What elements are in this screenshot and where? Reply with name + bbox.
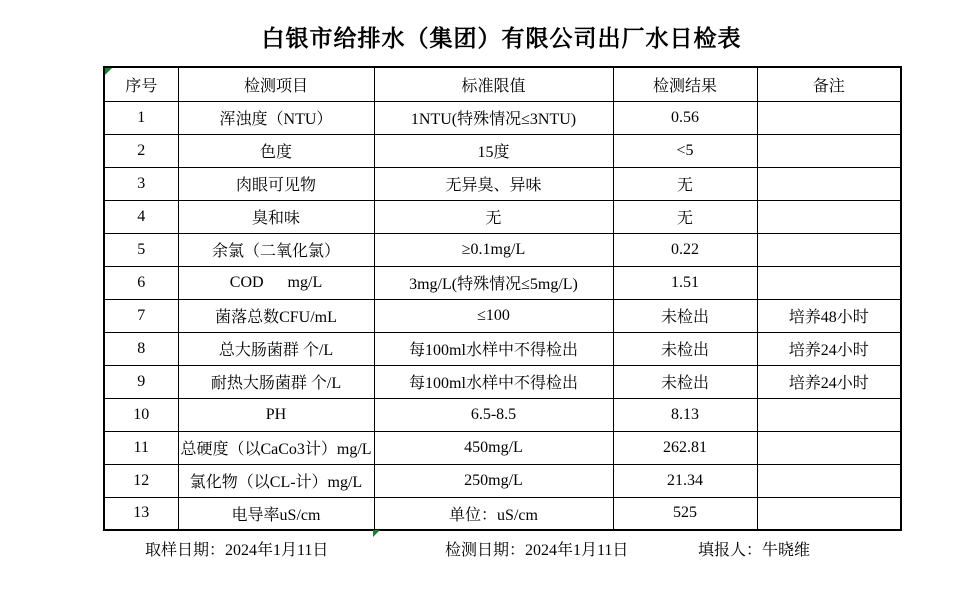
- row-number-cell: 11: [104, 431, 178, 464]
- table-row: [104, 233, 901, 266]
- table-row: [104, 332, 901, 365]
- item-cell: 电导率uS/cm: [178, 497, 374, 530]
- sampling-date-value: 2024年1月11日: [225, 542, 329, 559]
- table-row: [104, 365, 901, 398]
- table-row: [104, 167, 901, 200]
- standard-cell: 450mg/L: [374, 431, 613, 464]
- result-cell: 0.22: [613, 233, 757, 266]
- row-number-cell: 10: [104, 398, 178, 431]
- row-number-cell: 8: [104, 332, 178, 365]
- item-cell: 氯化物（以CL-计）mg/L: [178, 464, 374, 497]
- result-cell: 未检出: [613, 299, 757, 332]
- cell-corner-flag-icon: [373, 530, 380, 537]
- result-cell: 8.13: [613, 398, 757, 431]
- header-remark: 备注: [757, 67, 901, 101]
- page-title: 白银市给排水（集团）有限公司出厂水日检表: [261, 26, 742, 51]
- standard-cell: 单位：uS/cm: [374, 497, 613, 530]
- result-cell: 262.81: [613, 431, 757, 464]
- table-row: [104, 497, 901, 530]
- table-row: [104, 101, 901, 134]
- reporter: [698, 537, 810, 560]
- daily-inspection-table: [103, 66, 902, 531]
- remark-cell: [757, 200, 901, 233]
- sampling-date: [145, 537, 328, 560]
- remark-cell: 培养24小时: [757, 365, 901, 398]
- table-row: [104, 431, 901, 464]
- standard-cell: 每100ml水样中不得检出: [374, 332, 613, 365]
- remark-cell: [757, 233, 901, 266]
- remark-cell: [757, 431, 901, 464]
- header-test-result: 检测结果: [613, 67, 757, 101]
- item-cell: PH: [178, 398, 374, 431]
- standard-cell: 无: [374, 200, 613, 233]
- item-cell: 总硬度（以CaCo3计）mg/L: [178, 431, 374, 464]
- remark-cell: [757, 398, 901, 431]
- standard-cell: 6.5-8.5: [374, 398, 613, 431]
- result-cell: 未检出: [613, 365, 757, 398]
- testing-date: [445, 537, 628, 560]
- row-number-cell: 12: [104, 464, 178, 497]
- row-number-cell: 13: [104, 497, 178, 530]
- result-cell: 21.34: [613, 464, 757, 497]
- item-cell: 总大肠菌群 个/L: [178, 332, 374, 365]
- reporter-label: 填报人：: [698, 542, 763, 559]
- result-cell: 未检出: [613, 332, 757, 365]
- item-cell: 耐热大肠菌群 个/L: [178, 365, 374, 398]
- row-number-cell: 6: [104, 266, 178, 299]
- header-serial-number: 序号: [104, 67, 178, 101]
- cell-corner-flag-icon: [105, 68, 112, 75]
- table-row: [104, 299, 901, 332]
- standard-cell: 1NTU(特殊情况≤3NTU): [374, 101, 613, 134]
- result-cell: 525: [613, 497, 757, 530]
- remark-cell: [757, 167, 901, 200]
- result-cell: 无: [613, 167, 757, 200]
- row-number-cell: 2: [104, 134, 178, 167]
- row-number-cell: 1: [104, 101, 178, 134]
- standard-cell: 15度: [374, 134, 613, 167]
- item-cell: 肉眼可见物: [178, 167, 374, 200]
- remark-cell: [757, 464, 901, 497]
- row-number-cell: 4: [104, 200, 178, 233]
- table-row: [104, 398, 901, 431]
- item-cell: COD mg/L: [178, 266, 374, 299]
- testing-date-label: 检测日期：: [445, 542, 526, 559]
- standard-cell: 无异臭、异味: [374, 167, 613, 200]
- result-cell: <5: [613, 134, 757, 167]
- standard-cell: ≥0.1mg/L: [374, 233, 613, 266]
- result-cell: 0.56: [613, 101, 757, 134]
- row-number-cell: 9: [104, 365, 178, 398]
- row-number-cell: 5: [104, 233, 178, 266]
- item-cell: 色度: [178, 134, 374, 167]
- item-cell: 菌落总数CFU/mL: [178, 299, 374, 332]
- remark-cell: 培养48小时: [757, 299, 901, 332]
- row-number-cell: 3: [104, 167, 178, 200]
- remark-cell: [757, 266, 901, 299]
- table-row: [104, 200, 901, 233]
- table-header: [104, 67, 901, 101]
- standard-cell: ≤100: [374, 299, 613, 332]
- standard-cell: 250mg/L: [374, 464, 613, 497]
- table-row: [104, 266, 901, 299]
- row-number-cell: 7: [104, 299, 178, 332]
- table-row: [104, 134, 901, 167]
- header-standard-limit: 标准限值: [374, 67, 613, 101]
- item-cell: 臭和味: [178, 200, 374, 233]
- header-row: [104, 67, 901, 101]
- remark-cell: [757, 497, 901, 530]
- item-cell: 余氯（二氧化氯）: [178, 233, 374, 266]
- remark-cell: 培养24小时: [757, 332, 901, 365]
- standard-cell: 每100ml水样中不得检出: [374, 365, 613, 398]
- testing-date-value: 2024年1月11日: [525, 542, 629, 559]
- item-cell: 浑浊度（NTU）: [178, 101, 374, 134]
- table-row: [104, 464, 901, 497]
- result-cell: 无: [613, 200, 757, 233]
- remark-cell: [757, 134, 901, 167]
- reporter-value: 牛晓维: [762, 542, 811, 559]
- sampling-date-label: 取样日期：: [145, 542, 226, 559]
- result-cell: 1.51: [613, 266, 757, 299]
- standard-cell: 3mg/L(特殊情况≤5mg/L): [374, 266, 613, 299]
- table-body: [104, 101, 901, 530]
- remark-cell: [757, 101, 901, 134]
- header-test-item: 检测项目: [178, 67, 374, 101]
